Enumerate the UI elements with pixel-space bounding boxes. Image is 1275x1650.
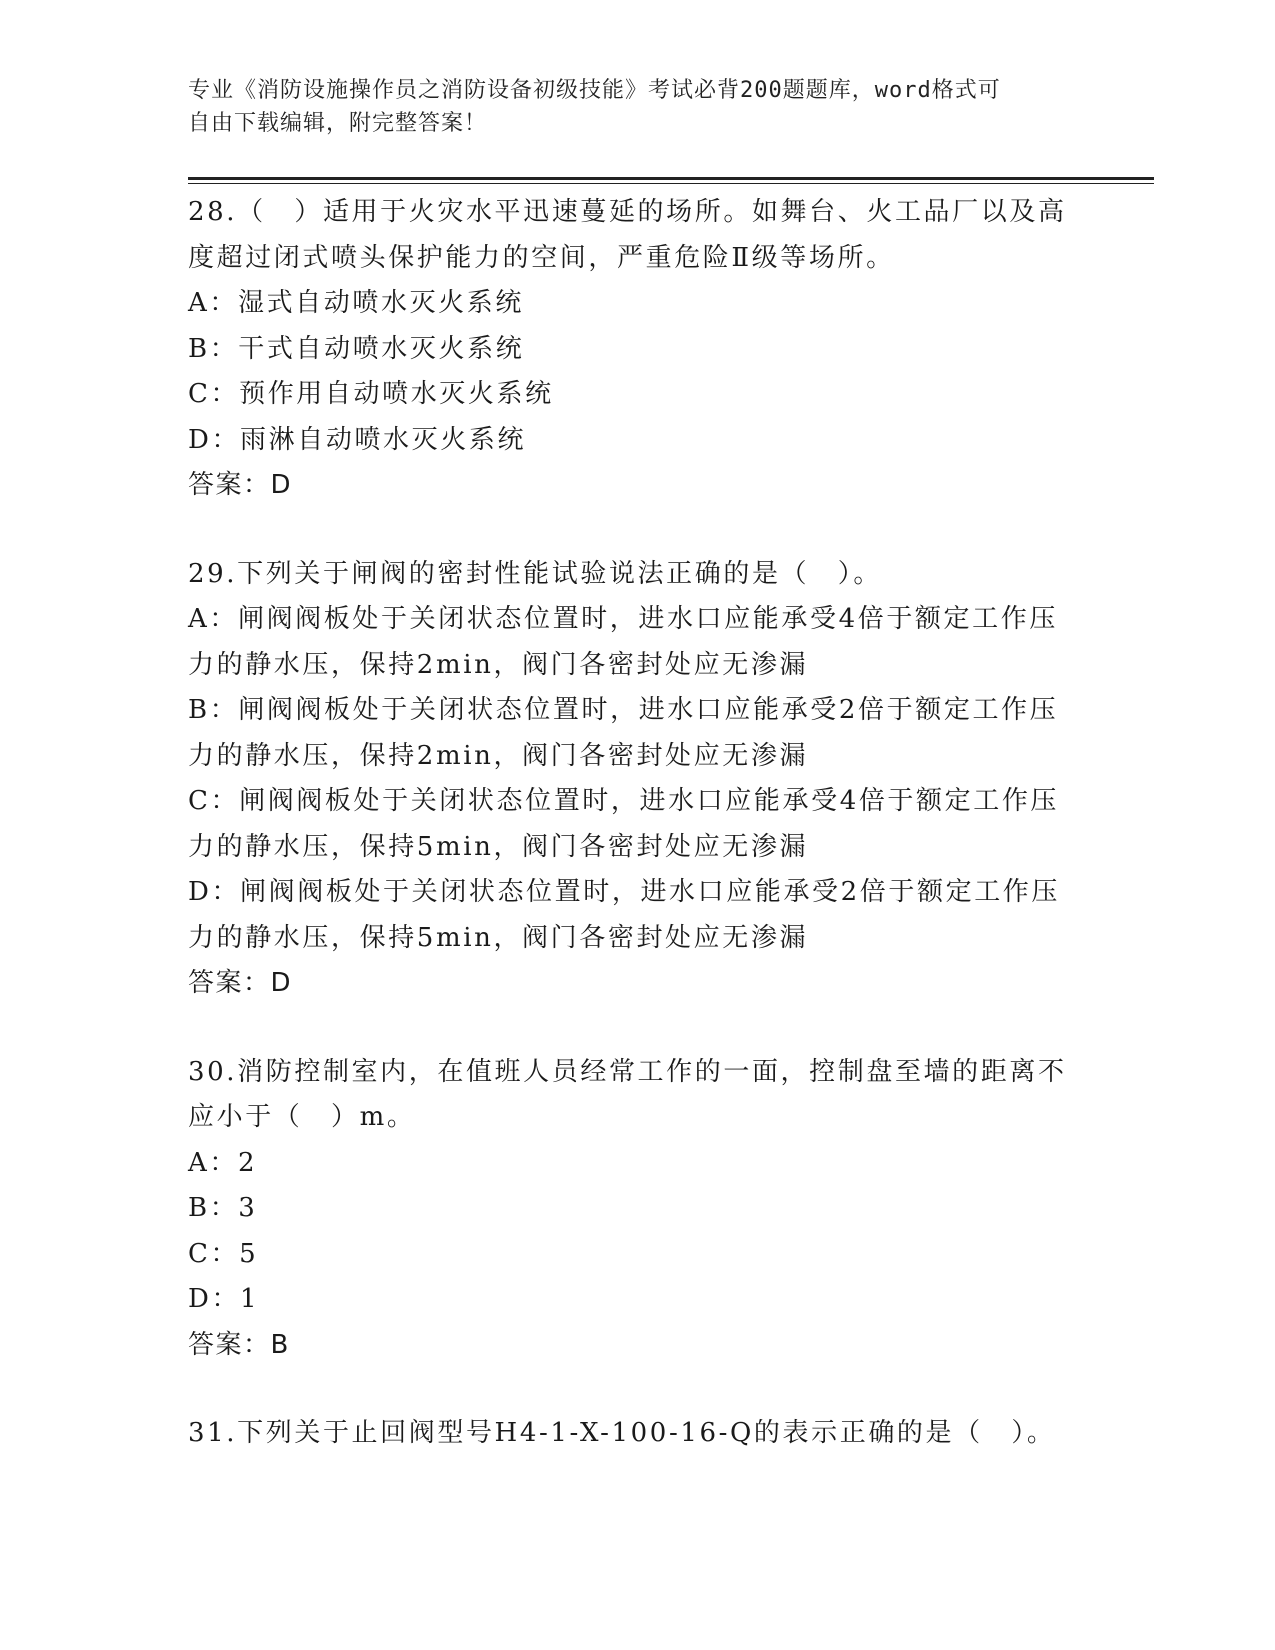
option-b: B：3 (188, 1193, 258, 1223)
document-header (188, 74, 1068, 140)
question-30 (188, 1050, 1078, 1369)
option-b: B：干式自动喷水灭火系统 (188, 333, 525, 364)
header-line-2: 自由下载编辑，附完整答案！ (188, 111, 488, 136)
question-stem-line: 31.下列关于止回阀型号H4-1-X-100-16-Q的表示正确的是（ ）。 (188, 1418, 1056, 1448)
option-a: A：湿式自动喷水灭火系统 (188, 288, 524, 318)
option-d-continued: 力的静水压，保持5min，阀门各密封处应无渗漏 (188, 922, 809, 953)
question-stem-line: 应小于（ ）m。 (188, 1102, 416, 1132)
question-stem-line: 29.下列关于闸阀的密封性能试验说法正确的是（ ）。 (188, 558, 882, 589)
option-c: C：预作用自动喷水灭火系统 (188, 379, 554, 409)
answer-line: 答案：D (188, 968, 293, 998)
option-c: C：闸阀阀板处于关闭状态位置时，进水口应能承受4倍于额定工作压 (188, 786, 1060, 816)
option-c-continued: 力的静水压，保持5min，阀门各密封处应无渗漏 (188, 831, 809, 862)
option-a: A：闸阀阀板处于关闭状态位置时，进水口应能承受4倍于额定工作压 (188, 604, 1058, 634)
option-a: A：2 (188, 1147, 258, 1178)
answer-line: 答案：B (188, 1329, 290, 1360)
header-divider-thick (188, 177, 1154, 180)
question-stem-line: 28.（ ）适用于火灾水平迅速蔓延的场所。如舞台、火工品厂以及高 (188, 197, 1067, 227)
question-31 (188, 1411, 1078, 1457)
option-d: D：1 (188, 1284, 260, 1314)
option-c: C：5 (188, 1238, 259, 1269)
option-d: D：闸阀阀板处于关闭状态位置时，进水口应能承受2倍于额定工作压 (188, 877, 1060, 907)
option-b: B：闸阀阀板处于关闭状态位置时，进水口应能承受2倍于额定工作压 (188, 695, 1059, 725)
question-stem-line: 度超过闭式喷头保护能力的空间，严重危险Ⅱ级等场所。 (188, 242, 895, 273)
question-list (188, 190, 1078, 1500)
option-d: D：雨淋自动喷水灭火系统 (188, 424, 527, 455)
question-stem-line: 30.消防控制室内，在值班人员经常工作的一面，控制盘至墙的距离不 (188, 1056, 1067, 1087)
option-a-continued: 力的静水压，保持2min，阀门各密封处应无渗漏 (188, 649, 809, 680)
question-29 (188, 552, 1078, 1007)
question-28 (188, 190, 1078, 509)
header-line-1: 专业《消防设施操作员之消防设备初级技能》考试必背200题题库，word格式可 (188, 78, 1001, 103)
option-b-continued: 力的静水压，保持2min，阀门各密封处应无渗漏 (188, 740, 809, 771)
answer-line: 答案：D (188, 470, 293, 500)
header-divider-thin (188, 183, 1154, 184)
